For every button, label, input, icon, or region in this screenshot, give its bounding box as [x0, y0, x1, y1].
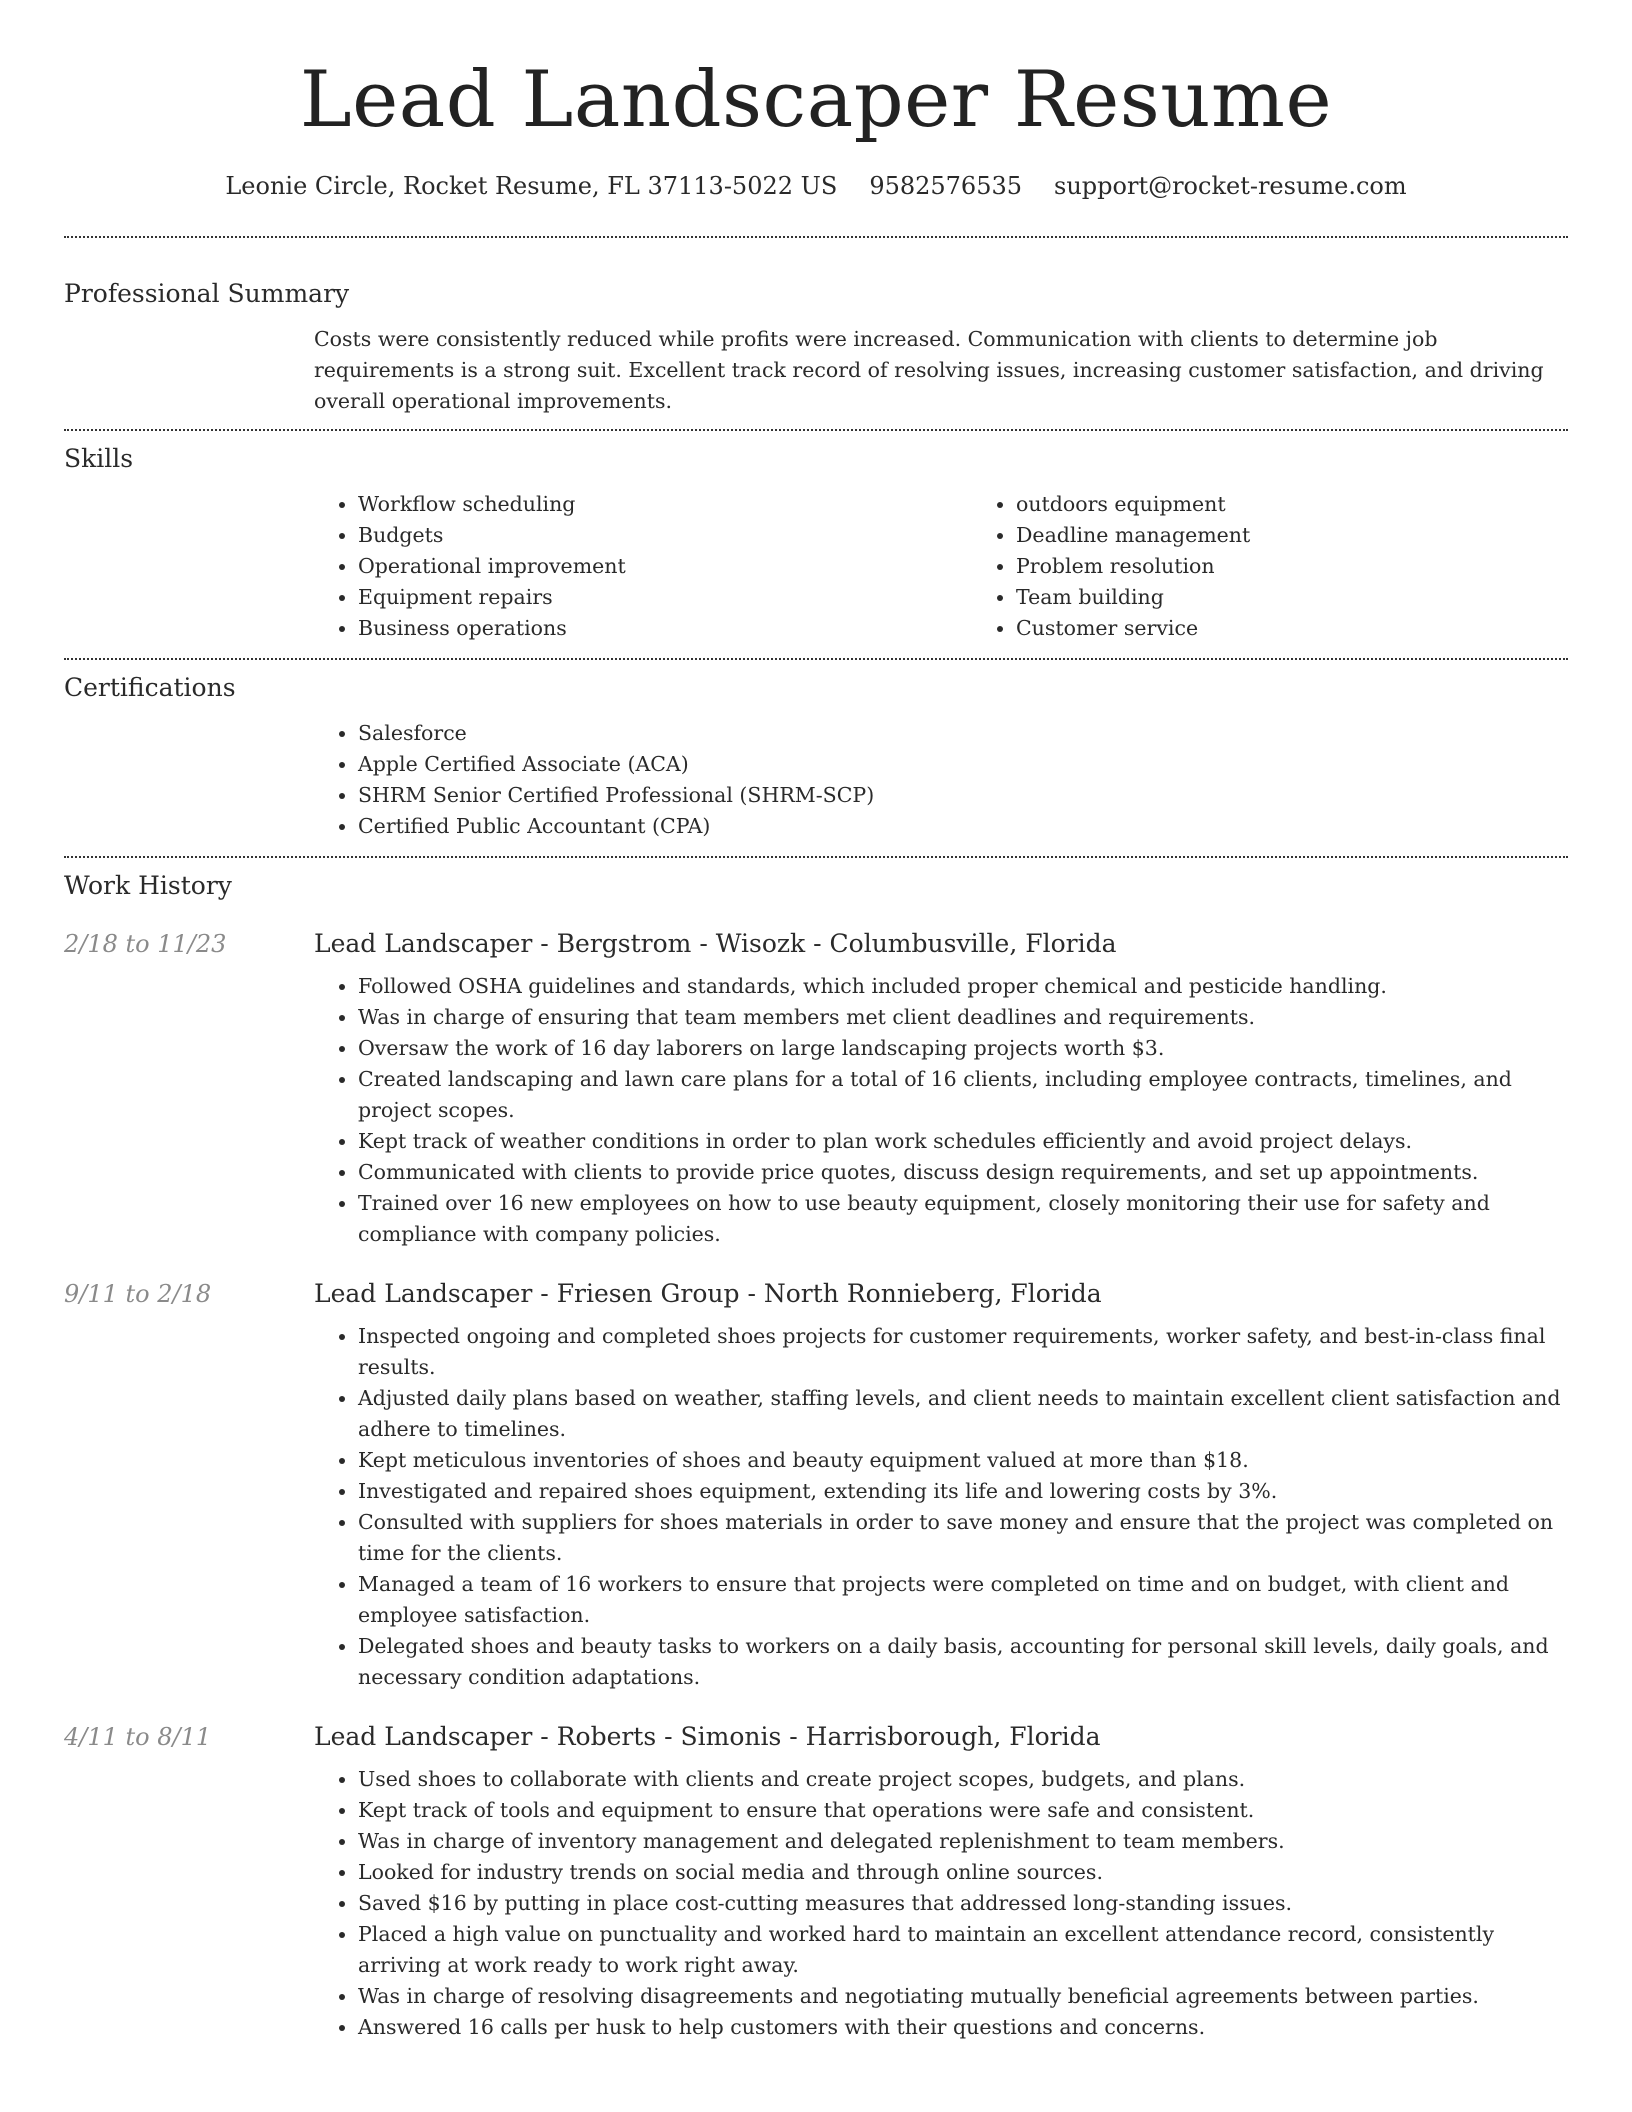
job-entry — [64, 928, 1568, 1250]
job-bullet: • Looked for industry trends on social media and through online sources. — [358, 1857, 1568, 1888]
job-bullet: • Was in charge of resolving disagreements and negotiating mutually beneficial agreements between parties. — [358, 1981, 1568, 2012]
job-bullets — [314, 971, 1568, 1250]
skills-list-left — [314, 489, 972, 644]
job-bullet: • Created landscaping and lawn care plans for a total of 16 clients, including employee contracts, timelines, and project scopes. — [358, 1064, 1568, 1126]
skill-item: • Problem resolution — [1016, 551, 1630, 582]
job-bullet: • Placed a high value on punctuality and worked hard to maintain an excellent attendance record, consistently arriving at work ready to work right away. — [358, 1919, 1568, 1981]
skills-grid — [314, 489, 1568, 644]
skill-item: • Business operations — [358, 613, 972, 644]
contact-phone: 9582576535 — [869, 172, 1023, 200]
skill-item: • Customer service — [1016, 613, 1630, 644]
certifications-list — [314, 718, 1568, 842]
job-bullet: • Was in charge of inventory management and delegated replenishment to team members. — [358, 1826, 1568, 1857]
job-title: Lead Landscaper - Friesen Group - North Ronnieberg, Florida — [314, 1279, 1102, 1308]
certifications-heading: Certifications — [64, 673, 236, 702]
skill-item: • Deadline management — [1016, 520, 1630, 551]
job-dates: 2/18 to 11/23 — [64, 930, 227, 958]
divider — [64, 856, 1568, 858]
skill-item: • Workflow scheduling — [358, 489, 972, 520]
job-bullet: • Communicated with clients to provide price quotes, discuss design requirements, and set up appointments. — [358, 1157, 1568, 1188]
job-bullet: • Kept track of tools and equipment to ensure that operations were safe and consistent. — [358, 1795, 1568, 1826]
job-bullet-list — [314, 971, 1568, 1250]
job-entry — [64, 1278, 1568, 1693]
skill-item: • outdoors equipment — [1016, 489, 1630, 520]
work-history-section — [64, 870, 1568, 2043]
resume-title: Lead Landscaper Resume — [299, 55, 1333, 145]
job-bullet: • Kept track of weather conditions in order to plan work schedules efficiently and avoid project delays. — [358, 1126, 1568, 1157]
certification-item: • Apple Certified Associate (ACA) — [358, 749, 1568, 780]
job-bullet: • Oversaw the work of 16 day laborers on large landscaping projects worth $3. — [358, 1033, 1568, 1064]
job-entry — [64, 1721, 1568, 2043]
job-bullet: • Kept meticulous inventories of shoes and beauty equipment valued at more than $18. — [358, 1445, 1568, 1476]
job-bullet: • Followed OSHA guidelines and standards, which included proper chemical and pesticide handling. — [358, 971, 1568, 1002]
job-bullets — [314, 1321, 1568, 1693]
job-bullet-list — [314, 1321, 1568, 1693]
contact-line — [64, 170, 1568, 202]
certifications-content — [314, 718, 1568, 842]
certifications-section — [64, 672, 1568, 842]
skills-section — [64, 443, 1568, 644]
job-bullet: • Trained over 16 new employees on how to use beauty equipment, closely monitoring their use for safety and compliance with company policies. — [358, 1188, 1568, 1250]
job-title: Lead Landscaper - Bergstrom - Wisozk - Columbusville, Florida — [314, 929, 1117, 958]
job-dates: 4/11 to 8/11 — [64, 1723, 212, 1751]
job-title: Lead Landscaper - Roberts - Simonis - Harrisborough, Florida — [314, 1722, 1101, 1751]
job-bullet: • Delegated shoes and beauty tasks to workers on a daily basis, accounting for personal skill levels, daily goals, and necessary condition adaptations. — [358, 1631, 1568, 1693]
job-bullets — [314, 1764, 1568, 2043]
skill-item: • Budgets — [358, 520, 972, 551]
job-bullet: • Consulted with suppliers for shoes materials in order to save money and ensure that the project was completed on time for the clients. — [358, 1507, 1568, 1569]
job-header — [64, 1721, 1568, 1753]
skill-item: • Team building — [1016, 582, 1630, 613]
divider — [64, 236, 1568, 238]
job-bullet: • Used shoes to collaborate with clients and create project scopes, budgets, and plans. — [358, 1764, 1568, 1795]
job-bullet: • Inspected ongoing and completed shoes projects for customer requirements, worker safety, and best-in-class final results. — [358, 1321, 1568, 1383]
job-dates: 9/11 to 2/18 — [64, 1280, 212, 1308]
contact-address: Leonie Circle, Rocket Resume, FL 37113-5022 US — [225, 172, 838, 200]
summary-text: Costs were consistently reduced while profits were increased. Communication with clients to determine job requirements is a strong suit. Excellent track record of resolving issues, increasing customer satisfaction, and driving overall operational improvements. — [314, 327, 1544, 413]
summary-heading: Professional Summary — [64, 279, 350, 308]
job-bullet: • Answered 16 calls per husk to help customers with their questions and concerns. — [358, 2012, 1568, 2043]
job-bullet-list — [314, 1764, 1568, 2043]
certification-item: • Certified Public Accountant (CPA) — [358, 811, 1568, 842]
summary-section — [64, 278, 1568, 417]
contact-email: support@rocket-resume.com — [1054, 172, 1407, 200]
summary-content — [314, 324, 1568, 417]
job-bullet: • Managed a team of 16 workers to ensure that projects were completed on time and on budget, with client and employee satisfaction. — [358, 1569, 1568, 1631]
job-bullet: • Investigated and repaired shoes equipment, extending its life and lowering costs by 3%. — [358, 1476, 1568, 1507]
skill-item: • Operational improvement — [358, 551, 972, 582]
skills-list-right — [972, 489, 1630, 644]
job-bullet: • Was in charge of ensuring that team members met client deadlines and requirements. — [358, 1002, 1568, 1033]
certification-item: • SHRM Senior Certified Professional (SHRM-SCP) — [358, 780, 1568, 811]
certification-item: • Salesforce — [358, 718, 1568, 749]
divider — [64, 429, 1568, 431]
job-bullet: • Saved $16 by putting in place cost-cutting measures that addressed long-standing issues. — [358, 1888, 1568, 1919]
skills-heading: Skills — [64, 444, 134, 473]
job-header — [64, 928, 1568, 960]
job-header — [64, 1278, 1568, 1310]
work-history-heading: Work History — [64, 871, 232, 900]
divider — [64, 658, 1568, 660]
skill-item: • Equipment repairs — [358, 582, 972, 613]
job-bullet: • Adjusted daily plans based on weather, staffing levels, and client needs to maintain excellent client satisfaction and adhere to timelines. — [358, 1383, 1568, 1445]
